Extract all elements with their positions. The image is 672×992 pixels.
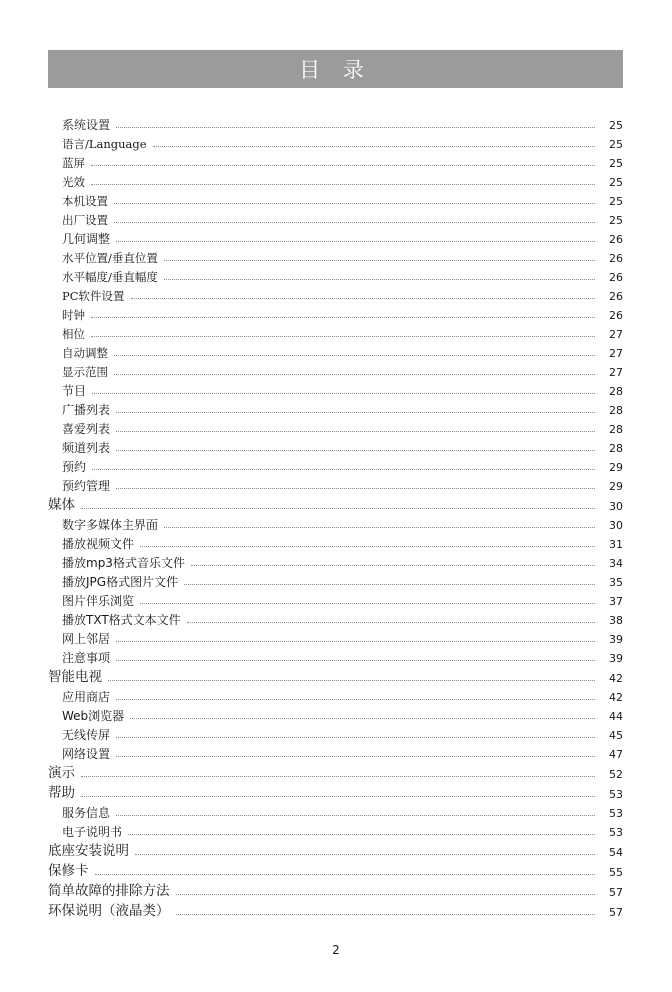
toc-subsection-entry[interactable] (48, 227, 623, 246)
toc-entry-page: 25 (609, 176, 623, 189)
toc-subsection-entry[interactable] (48, 455, 623, 474)
toc-subsection-entry[interactable] (48, 322, 623, 341)
toc-dot-leader (135, 853, 595, 855)
toc-dot-leader (114, 221, 595, 223)
toc-dot-leader (91, 164, 595, 166)
toc-subsection-entry[interactable] (48, 570, 623, 589)
toc-dot-leader (91, 316, 595, 318)
toc-dot-leader (116, 659, 595, 661)
toc-entry-page: 53 (609, 807, 623, 820)
toc-dot-leader (92, 392, 595, 394)
toc-subsection-entry[interactable] (48, 685, 623, 704)
toc-entry-label: 喜爱列表 (62, 422, 111, 436)
toc-dot-leader (116, 814, 595, 816)
toc-subsection-entry[interactable] (48, 474, 623, 493)
toc-subsection-entry[interactable] (48, 513, 623, 532)
toc-dot-leader (91, 183, 595, 185)
toc-dot-leader (164, 259, 595, 261)
toc-dot-leader (164, 526, 595, 528)
toc-dot-leader (95, 873, 596, 875)
toc-entry-page: 25 (609, 138, 623, 151)
toc-entry-page: 28 (609, 423, 623, 436)
toc-entry-page: 31 (609, 538, 623, 551)
toc-dot-leader (140, 545, 595, 547)
toc-entry-label: 服务信息 (62, 806, 111, 820)
toc-subsection-entry[interactable] (48, 742, 623, 761)
toc-entry-label: 节目 (62, 384, 87, 398)
toc-entry-label: 帮助 (48, 785, 75, 801)
toc-entry-page: 30 (609, 519, 623, 532)
toc-entry-label: 保修卡 (48, 863, 89, 879)
toc-entry-label: 智能电视 (48, 669, 102, 685)
toc-dot-leader (130, 717, 595, 719)
toc-dot-leader (114, 373, 595, 375)
toc-entry-page: 53 (609, 788, 623, 801)
toc-entry-label: 时钟 (62, 308, 85, 322)
toc-entry-page: 52 (609, 768, 623, 781)
toc-subsection-entry[interactable] (48, 723, 623, 742)
toc-entry-label: 预约管理 (62, 479, 111, 493)
toc-dot-leader (116, 736, 595, 738)
toc-dot-leader (153, 145, 595, 147)
toc-entry-label: Web浏览器 (62, 709, 125, 723)
toc-dot-leader (114, 202, 595, 204)
toc-dot-leader (116, 449, 595, 451)
toc-section-entry[interactable] (48, 493, 623, 513)
toc-dot-leader (116, 126, 595, 128)
toc-entry-label: 播放TXT格式文本文件 (62, 613, 181, 627)
toc-subsection-entry[interactable] (48, 132, 623, 151)
toc-entry-page: 44 (609, 710, 623, 723)
toc-entry-label: 简单故障的排除方法 (48, 883, 170, 899)
toc-entry-page: 45 (609, 729, 623, 742)
toc-entry-label: 系统设置 (62, 118, 111, 132)
toc-dot-leader (116, 240, 595, 242)
toc-entry-page: 27 (609, 328, 623, 341)
toc-entry-page: 27 (609, 366, 623, 379)
toc-entry-label: 水平位置/垂直位置 (62, 251, 158, 265)
toc-entry-page: 26 (609, 290, 623, 303)
toc-dot-leader (116, 755, 595, 757)
toc-dot-leader (116, 487, 595, 489)
toc-section-entry[interactable] (48, 761, 623, 781)
toc-entry-label: PC软件设置 (62, 289, 125, 303)
toc-dot-leader (140, 602, 595, 604)
toc-entry-page: 28 (609, 404, 623, 417)
toc-title: 目 录 (299, 58, 372, 82)
toc-section-entry[interactable] (48, 781, 623, 801)
toc-dot-leader (191, 564, 595, 566)
toc-subsection-entry[interactable] (48, 589, 623, 608)
toc-entry-page: 35 (609, 576, 623, 589)
toc-entry-label: 播放JPG格式图片文件 (62, 575, 179, 589)
toc-entry-page: 39 (609, 633, 623, 646)
toc-subsection-entry[interactable] (48, 360, 623, 379)
toc-entry-page: 57 (609, 886, 623, 899)
toc-dot-leader (81, 795, 595, 797)
toc-dot-leader (81, 507, 595, 509)
toc-entry-page: 42 (609, 672, 623, 685)
toc-entry-label: 本机设置 (62, 194, 108, 208)
toc-dot-leader (81, 775, 595, 777)
toc-dot-leader (116, 430, 595, 432)
toc-entry-label: 网上邻居 (62, 632, 111, 646)
toc-entry-page: 57 (609, 906, 623, 919)
toc-subsection-entry[interactable] (48, 151, 623, 170)
toc-subsection-entry[interactable] (48, 341, 623, 360)
toc-entry-page: 34 (609, 557, 623, 570)
toc-entry-label: 水平幅度/垂直幅度 (62, 270, 158, 284)
toc-entry-page: 25 (609, 119, 623, 132)
toc-entry-page: 54 (609, 846, 623, 859)
toc-subsection-entry[interactable] (48, 801, 623, 820)
toc-entry-label: 显示范围 (62, 365, 108, 379)
toc-subsection-entry[interactable] (48, 170, 623, 189)
toc-entry-label: 电子说明书 (62, 825, 123, 839)
toc-dot-leader (187, 621, 595, 623)
toc-dot-leader (184, 583, 595, 585)
toc-entry-label: 播放mp3格式音乐文件 (62, 556, 185, 570)
toc-subsection-entry[interactable] (48, 627, 623, 646)
toc-entry-page: 38 (609, 614, 623, 627)
toc-dot-leader (128, 833, 595, 835)
toc-entry-label: 频道列表 (62, 441, 111, 455)
toc-subsection-entry[interactable] (48, 303, 623, 322)
toc-dot-leader (92, 468, 595, 470)
toc-entry-label: 应用商店 (62, 690, 111, 704)
toc-entry-label: 出厂设置 (62, 213, 108, 227)
toc-entry-page: 26 (609, 233, 623, 246)
toc-entry-page: 27 (609, 347, 623, 360)
toc-entry-label: 数字多媒体主界面 (62, 518, 159, 532)
toc-subsection-entry[interactable] (48, 379, 623, 398)
toc-subsection-entry[interactable] (48, 284, 623, 303)
toc-dot-leader (108, 679, 595, 681)
toc-subsection-entry[interactable] (48, 417, 623, 436)
toc-subsection-entry[interactable] (48, 189, 623, 208)
toc-subsection-entry[interactable] (48, 113, 623, 132)
page-number: 2 (332, 943, 340, 957)
toc-entry-page: 37 (609, 595, 623, 608)
toc-entry-page: 28 (609, 442, 623, 455)
toc-entry-label: 自动调整 (62, 346, 108, 360)
toc-dot-leader (176, 913, 596, 915)
toc-entry-page: 25 (609, 157, 623, 170)
toc-subsection-entry[interactable] (48, 820, 623, 839)
toc-entry-label: 蓝屏 (62, 156, 85, 170)
toc-dot-leader (114, 354, 595, 356)
toc-entry-label: 注意事项 (62, 651, 111, 665)
toc-entry-page: 53 (609, 826, 623, 839)
toc-entry-label: 语言/Language (62, 137, 147, 151)
toc-entry-label: 网络设置 (62, 747, 111, 761)
toc-entry-label: 光效 (62, 175, 85, 189)
toc-subsection-entry[interactable] (48, 208, 623, 227)
toc-section-entry[interactable] (48, 665, 623, 685)
toc-entry-page: 28 (609, 385, 623, 398)
toc-subsection-entry[interactable] (48, 532, 623, 551)
toc-entry-label: 底座安装说明 (48, 843, 129, 859)
toc-entry-page: 26 (609, 252, 623, 265)
toc-section-entry[interactable] (48, 859, 623, 879)
toc-entry-label: 播放视频文件 (62, 537, 135, 551)
toc-entry-page: 55 (609, 866, 623, 879)
toc-dot-leader (116, 640, 595, 642)
toc-subsection-entry[interactable] (48, 436, 623, 455)
toc-entry-label: 环保说明（液晶类） (48, 903, 170, 919)
toc-entry-label: 几何调整 (62, 232, 111, 246)
toc-dot-leader (91, 335, 595, 337)
toc-entry-page: 25 (609, 214, 623, 227)
toc-entry-page: 29 (609, 480, 623, 493)
toc-dot-leader (116, 411, 595, 413)
toc-entry-page: 26 (609, 271, 623, 284)
toc-entry-page: 42 (609, 691, 623, 704)
toc-entry-label: 预约 (62, 460, 87, 474)
toc-entry-label: 相位 (62, 327, 85, 341)
toc-entry-label: 图片伴乐浏览 (62, 594, 135, 608)
toc-entry-label: 演示 (48, 765, 75, 781)
toc-entry-page: 25 (609, 195, 623, 208)
toc-entry-page: 39 (609, 652, 623, 665)
toc-entry-page: 26 (609, 309, 623, 322)
table-of-contents (48, 113, 623, 919)
toc-dot-leader (176, 893, 596, 895)
toc-section-entry[interactable] (48, 899, 623, 919)
toc-subsection-entry[interactable] (48, 704, 623, 723)
toc-dot-leader (164, 278, 595, 280)
toc-subsection-entry[interactable] (48, 246, 623, 265)
toc-entry-page: 29 (609, 461, 623, 474)
toc-entry-page: 47 (609, 748, 623, 761)
toc-dot-leader (116, 698, 595, 700)
toc-section-entry[interactable] (48, 839, 623, 859)
toc-subsection-entry[interactable] (48, 551, 623, 570)
toc-entry-label: 媒体 (48, 497, 75, 513)
toc-entry-label: 广播列表 (62, 403, 111, 417)
toc-entry-label: 无线传屏 (62, 728, 111, 742)
toc-subsection-entry[interactable] (48, 646, 623, 665)
toc-title-bar (48, 50, 623, 88)
toc-subsection-entry[interactable] (48, 398, 623, 417)
toc-subsection-entry[interactable] (48, 608, 623, 627)
toc-section-entry[interactable] (48, 879, 623, 899)
toc-dot-leader (131, 297, 595, 299)
toc-subsection-entry[interactable] (48, 265, 623, 284)
toc-entry-page: 30 (609, 500, 623, 513)
